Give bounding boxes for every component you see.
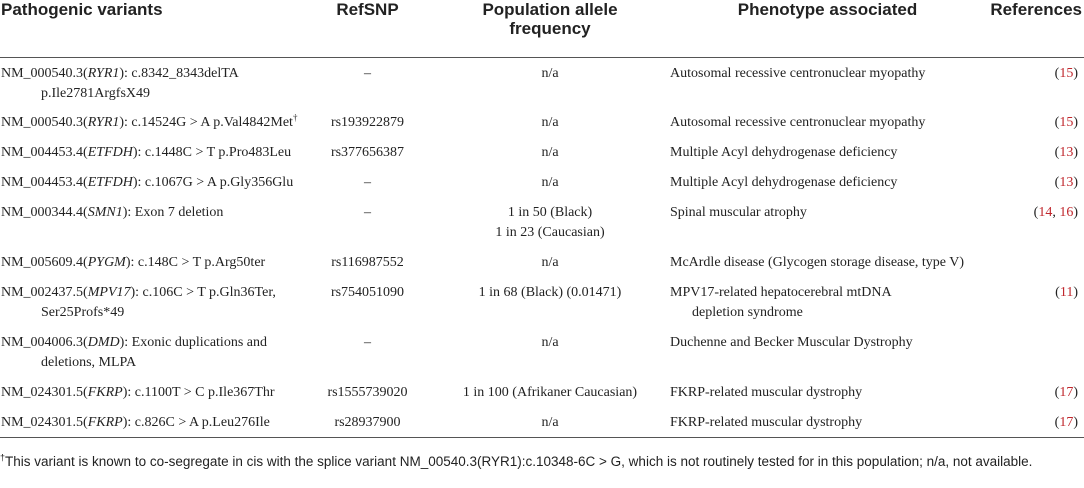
- table-row: [0, 57, 1084, 107]
- references-cell: (15): [1054, 115, 1078, 130]
- frequency-line2: 1 in 23 (Caucasian): [495, 225, 605, 240]
- table-row: [0, 137, 1084, 167]
- variant-cell: NM_005609.4(PYGM): c.148C > T p.Arg50ter: [1, 255, 266, 270]
- references-cell: [985, 247, 1084, 277]
- gene-name: RYR1: [87, 65, 120, 81]
- frequency-cell: n/a: [541, 415, 559, 430]
- table-row: [0, 197, 1084, 247]
- gene-name: FKRP: [87, 385, 123, 400]
- reference-link[interactable]: 13: [1059, 175, 1074, 190]
- reference-link[interactable]: 17: [1059, 385, 1074, 400]
- gene-name: FKRP: [87, 415, 123, 430]
- gene-name: RYR1: [87, 115, 120, 130]
- frequency-cell: n/a: [541, 335, 559, 350]
- variant-cell: NM_000344.4(SMN1): Exon 7 deletion: [1, 205, 224, 220]
- phenotype-line2: depletion syndrome: [692, 305, 803, 320]
- refsnp-cell: rs754051090: [330, 285, 405, 300]
- gene-name: MPV17: [87, 285, 131, 300]
- reference-link[interactable]: 15: [1059, 115, 1074, 130]
- header-phenotype: Phenotype associated: [737, 0, 918, 19]
- references-cell: (17): [1054, 415, 1078, 430]
- table-row: [0, 167, 1084, 197]
- gene-name: PYGM: [87, 255, 126, 270]
- frequency-cell: 1 in 50 (Black) 1 in 23 (Caucasian): [495, 205, 605, 240]
- header-references: References: [990, 0, 1082, 19]
- phenotype-cell: FKRP-related muscular dystrophy: [670, 415, 863, 430]
- reference-link[interactable]: 16: [1059, 205, 1074, 220]
- refsnp-cell: –: [364, 205, 371, 220]
- variant-line2: Ser25Profs*49: [41, 305, 125, 320]
- phenotype-cell: Duchenne and Becker Muscular Dystrophy: [670, 335, 913, 350]
- dagger-mark: †: [0, 452, 6, 463]
- phenotype-cell: FKRP-related muscular dystrophy: [670, 385, 863, 400]
- frequency-cell: n/a: [541, 65, 559, 81]
- variant-cell: NM_004453.4(ETFDH): c.1067G > A p.Gly356Glu: [1, 175, 294, 190]
- variant-cell: NM_002437.5(MPV17): c.106C > T p.Gln36Ter, Ser25Profs*49: [1, 285, 276, 320]
- refsnp-cell: rs1555739020: [327, 385, 408, 400]
- reference-link[interactable]: 15: [1059, 65, 1074, 81]
- phenotype-cell: Autosomal recessive centronuclear myopathy: [670, 65, 926, 81]
- frequency-cell: n/a: [541, 175, 559, 190]
- table-row: [0, 407, 1084, 437]
- reference-link[interactable]: 17: [1059, 415, 1074, 430]
- references-cell: (11): [1055, 285, 1078, 300]
- refsnp-cell: –: [364, 175, 371, 190]
- gene-name: ETFDH: [87, 145, 133, 160]
- references-cell: (14, 16): [1033, 205, 1078, 220]
- footnote: †This variant is known to co-segregate in cis with the splice variant NM_00540.3(RYR1):c.10348-6C > G, which is not routinely tested for in this population; n/a, not available.: [0, 452, 1033, 469]
- refsnp-cell: rs377656387: [330, 145, 405, 160]
- frequency-cell: 1 in 68 (Black) (0.01471): [478, 285, 622, 300]
- header-variants: Pathogenic variants: [1, 0, 163, 19]
- variant-line2: deletions, MLPA: [41, 355, 137, 370]
- header-refsnp: RefSNP: [336, 0, 399, 19]
- frequency-cell: 1 in 100 (Afrikaner Caucasian): [462, 385, 638, 400]
- variant-cell: NM_024301.5(FKRP): c.826C > A p.Leu276Ile: [1, 415, 270, 430]
- phenotype-cell: McArdle disease (Glycogen storage disease, type V): [670, 255, 965, 270]
- phenotype-cell: MPV17-related hepatocerebral mtDNA depletion syndrome: [670, 285, 892, 320]
- refsnp-cell: rs28937900: [334, 415, 401, 430]
- table-header: [0, 0, 1084, 57]
- table-row: [0, 277, 1084, 327]
- variant-cell: NM_004006.3(DMD): Exonic duplications and deletions, MLPA: [1, 335, 267, 370]
- frequency-cell: n/a: [541, 255, 559, 270]
- frequency-cell: n/a: [541, 145, 559, 160]
- variant-cell: NM_024301.5(FKRP): c.1100T > C p.Ile367Thr: [1, 385, 275, 400]
- table-body: [0, 57, 1084, 437]
- refsnp-cell: –: [364, 65, 371, 81]
- refsnp-cell: rs193922879: [330, 115, 405, 130]
- frequency-cell: n/a: [541, 115, 559, 130]
- table-row: [0, 247, 1084, 277]
- phenotype-cell: Multiple Acyl dehydrogenase deficiency: [670, 145, 898, 160]
- reference-link[interactable]: 13: [1059, 145, 1074, 160]
- reference-link[interactable]: 14: [1038, 205, 1053, 220]
- header-frequency: Population allele frequency: [482, 0, 618, 38]
- variant-cell: NM_004453.4(ETFDH): c.1448C > T p.Pro483Leu: [1, 145, 292, 160]
- references-cell: (13): [1054, 175, 1078, 190]
- gene-name: ETFDH: [87, 175, 133, 190]
- references-cell: (13): [1054, 145, 1078, 160]
- table-row: [0, 377, 1084, 407]
- refsnp-cell: rs116987552: [331, 255, 404, 270]
- variant-cell: NM_000540.3(RYR1): c.8342_8343delTA p.Ile2781ArgfsX49: [1, 65, 239, 101]
- reference-link[interactable]: 11: [1059, 285, 1074, 300]
- variant-line2: p.Ile2781ArgfsX49: [41, 85, 151, 101]
- references-cell: (17): [1054, 385, 1078, 400]
- variant-cell: NM_000540.3(RYR1): c.14524G > A p.Val4842Met†: [1, 112, 298, 130]
- phenotype-cell: Autosomal recessive centronuclear myopathy: [670, 115, 926, 130]
- gene-name: DMD: [87, 335, 120, 350]
- phenotype-cell: Spinal muscular atrophy: [670, 205, 807, 220]
- references-cell: (15): [1054, 65, 1078, 81]
- table-row: [0, 327, 1084, 377]
- dagger-mark: †: [292, 112, 298, 123]
- refsnp-cell: –: [364, 335, 371, 350]
- gene-name: SMN1: [87, 205, 123, 220]
- table-row: [0, 107, 1084, 137]
- references-cell: [985, 327, 1084, 377]
- phenotype-cell: Multiple Acyl dehydrogenase deficiency: [670, 175, 898, 190]
